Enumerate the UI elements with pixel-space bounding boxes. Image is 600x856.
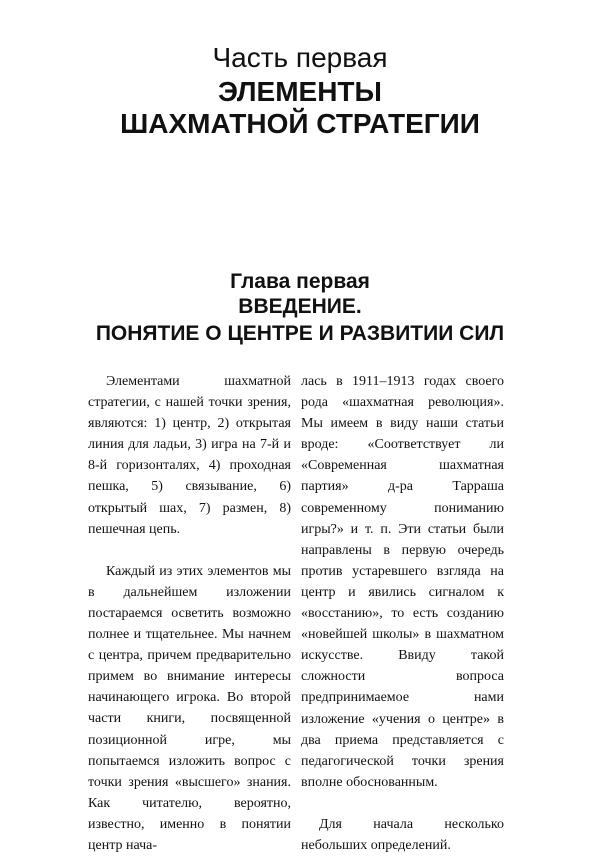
chapter-title-line-2: ПОНЯТИЕ О ЦЕНТРЕ И РАЗВИТИИ СИЛ <box>95 322 505 345</box>
right-text-column <box>301 371 504 856</box>
right-paragraph-2: Для начала несколько небольших определений. <box>301 816 504 853</box>
paragraph-gap <box>301 793 504 814</box>
left-paragraph-1: Элементами шахматной стратегии, с нашей точки зрения, являются: 1) центр, 2) открытая линия для ладьи, 3) игра на 7-й и 8-й горизонталях, 4) проходная пешка, 5) связывание, 6) открытый шах, 7) размен, 8) пешечная цепь. <box>88 374 291 537</box>
part-label: Часть первая <box>212 42 388 73</box>
chapter-title-line-1: ВВЕДЕНИЕ. <box>238 295 362 318</box>
part-title-line-1: ЭЛЕМЕНТЫ <box>218 76 382 107</box>
chapter-label: Глава первая <box>230 270 370 293</box>
right-paragraph-1: лась в 1911–1913 годах своего рода «шахматная революция». Мы имеем в виду наши статьи вроде: «Соответствует ли «Современная шахматная партия» д-ра Тарраша современному пониманию игры?» и т. п. Эти статьи были направлены в первую очередь против устаревшего взгляда на центр и явились сигналом к «восстанию», то есть созданию «новейшей школы» в шахматном искусстве. Ввиду такой сложности вопроса предпринимаемое нами изложение «учения о центре» в два приема представляется с педагогической точки зрения вполне обоснованным. <box>301 374 504 790</box>
left-text-column <box>88 371 291 856</box>
left-paragraph-2: Каждый из этих элементов мы в дальнейшем изложении постараемся осветить возможно полнее и тщательнее. Мы начнем с центра, причем предварительно примем во внимание интересы начинающего игрока. Во второй части книги, посвященной позиционной игре, мы попытаемся изложить вопрос с точки зрения «высшего» знания. Как читателю, вероятно, известно, именно в понятии центр нача- <box>88 563 291 853</box>
paragraph-gap <box>88 540 291 561</box>
part-title-line-2: ШАХМАТНОЙ СТРАТЕГИИ <box>120 108 480 139</box>
